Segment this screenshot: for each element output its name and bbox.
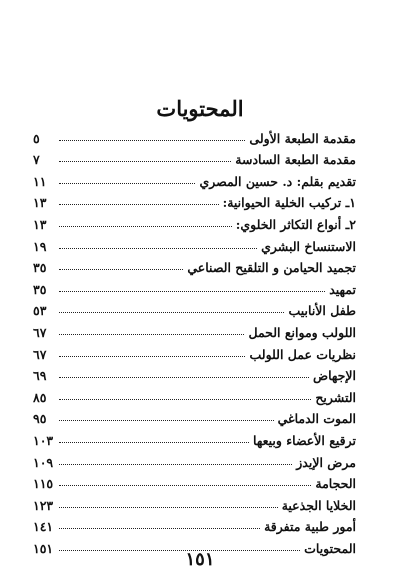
toc-entry-page: ١٠٩ bbox=[33, 454, 54, 470]
toc-entry-title: تجميد الحيامن و التلقيح الصناعي bbox=[187, 260, 356, 276]
toc-entry bbox=[33, 491, 356, 513]
toc-entry-page: ٣٥ bbox=[33, 281, 47, 297]
toc-entry-page: ٥ bbox=[33, 130, 40, 146]
toc-entry-page: ١٢٣ bbox=[33, 497, 54, 513]
toc-entry bbox=[33, 275, 356, 297]
table-of-contents bbox=[33, 124, 356, 556]
toc-entry bbox=[33, 470, 356, 492]
toc-entry-page: ٣٥ bbox=[33, 260, 47, 276]
page-number: ١٥١ bbox=[185, 549, 215, 570]
toc-entry-title: ٢ـ أنواع التكاثر الخلوي: bbox=[235, 216, 356, 232]
dot-leader bbox=[59, 485, 311, 486]
toc-entry bbox=[33, 297, 356, 319]
dot-leader bbox=[59, 291, 325, 292]
toc-entry-page: ٦٧ bbox=[33, 346, 47, 362]
toc-entry bbox=[33, 383, 356, 405]
toc-entry-title: مقدمة الطبعة السادسة bbox=[235, 152, 356, 168]
toc-entry bbox=[33, 124, 356, 146]
toc-entry-title: تقديم بقلم: د. حسين المصري bbox=[199, 173, 356, 189]
toc-entry bbox=[33, 340, 356, 362]
toc-entry-title: ١ـ تركيب الخلية الحيوانية: bbox=[222, 195, 356, 211]
dot-leader bbox=[59, 420, 274, 421]
toc-entry bbox=[33, 254, 356, 276]
toc-entry-page: ٦٧ bbox=[33, 324, 47, 340]
dot-leader bbox=[59, 248, 257, 249]
toc-entry bbox=[33, 513, 356, 535]
dot-leader bbox=[59, 334, 244, 335]
toc-entry-title: الحجامة bbox=[315, 476, 356, 492]
toc-entry-page: ١٤١ bbox=[33, 519, 54, 535]
toc-entry-title: الخلايا الجذعية bbox=[281, 497, 356, 513]
toc-entry-title: اللولب وموانع الحمل bbox=[248, 324, 356, 340]
dot-leader bbox=[59, 528, 260, 529]
toc-entry-page: ١٥١ bbox=[33, 540, 54, 556]
toc-entry-page: ١٣ bbox=[33, 195, 47, 211]
toc-entry-page: ١١٥ bbox=[33, 476, 54, 492]
dot-leader bbox=[59, 464, 292, 465]
toc-entry-title: ترقيع الأعضاء وبيعها bbox=[253, 432, 356, 448]
toc-entry-page: ٨٥ bbox=[33, 389, 47, 405]
dot-leader bbox=[59, 442, 249, 443]
dot-leader bbox=[59, 204, 219, 205]
dot-leader bbox=[59, 377, 309, 378]
dot-leader bbox=[59, 399, 311, 400]
toc-entry-page: ٦٩ bbox=[33, 368, 47, 384]
toc-entry bbox=[33, 189, 356, 211]
toc-entry-page: ٩٥ bbox=[33, 411, 47, 427]
toc-entry bbox=[33, 448, 356, 470]
toc-entry-title: التشريح bbox=[315, 389, 356, 405]
toc-entry-page: ١٩ bbox=[33, 238, 47, 254]
toc-entry-title: طفل الأنابيب bbox=[288, 303, 356, 319]
dot-leader bbox=[59, 356, 245, 357]
toc-entry bbox=[33, 362, 356, 384]
toc-entry-page: ٧ bbox=[33, 152, 40, 168]
toc-entry-title: مقدمة الطبعة الأولى bbox=[249, 130, 356, 146]
dot-leader bbox=[59, 183, 195, 184]
toc-entry-title: تمهيد bbox=[329, 281, 356, 297]
dot-leader bbox=[59, 161, 231, 162]
dot-leader bbox=[59, 140, 245, 141]
dot-leader bbox=[59, 226, 232, 227]
toc-entry-title: مرض الإيدز bbox=[296, 454, 356, 470]
toc-entry-title: نظريات عمل اللولب bbox=[249, 346, 356, 362]
toc-entry-title: الموت الدماغي bbox=[277, 411, 356, 427]
toc-entry-title: الاستنساخ البشري bbox=[261, 238, 356, 254]
toc-entry bbox=[33, 167, 356, 189]
toc-entry-title: الإجهاض bbox=[312, 368, 356, 384]
dot-leader bbox=[59, 507, 278, 508]
dot-leader bbox=[59, 269, 183, 270]
toc-entry-title: المحتويات bbox=[304, 540, 356, 556]
toc-entry bbox=[33, 426, 356, 448]
dot-leader bbox=[59, 312, 284, 313]
toc-entry-title: أمور طبية متفرقة bbox=[264, 519, 356, 535]
toc-entry bbox=[33, 146, 356, 168]
toc-entry-page: ١١ bbox=[33, 173, 47, 189]
page-title: المحتويات bbox=[156, 96, 244, 121]
toc-entry bbox=[33, 232, 356, 254]
toc-entry-page: ١٣ bbox=[33, 216, 47, 232]
toc-entry bbox=[33, 318, 356, 340]
toc-entry bbox=[33, 210, 356, 232]
toc-entry-page: ١٠٣ bbox=[33, 432, 54, 448]
toc-entry-page: ٥٣ bbox=[33, 303, 47, 319]
toc-entry bbox=[33, 405, 356, 427]
